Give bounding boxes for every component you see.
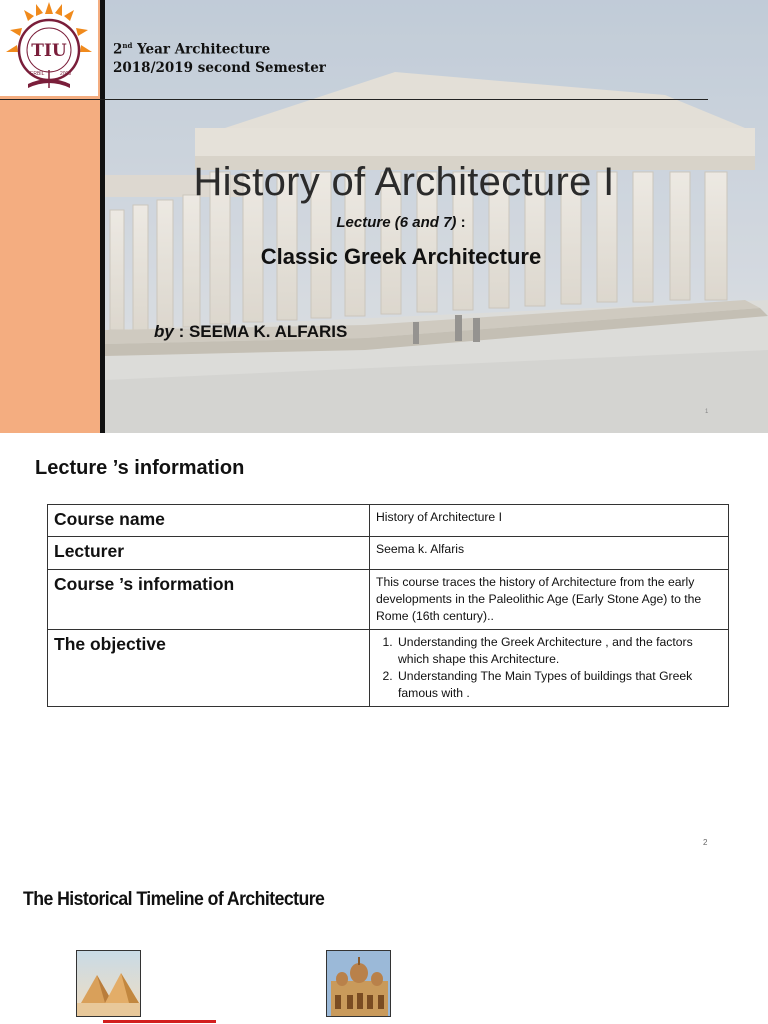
author-by: by — [154, 322, 174, 341]
objective-list — [376, 634, 722, 702]
tiu-logo-icon — [0, 0, 98, 96]
photo-slide-number: 1 — [705, 409, 709, 415]
row-label: The objective — [48, 630, 370, 707]
timeline-marker — [103, 1020, 216, 1023]
list-item: 1. Understanding the Greek Architecture , and the factors which shape this Architecture. — [396, 634, 722, 668]
year-line — [113, 37, 326, 59]
year-suffix: nd — [122, 41, 133, 50]
lecture-info-table — [47, 504, 729, 707]
lecture-info-heading: Lecture ’s information — [35, 457, 245, 479]
year-text: Year Architecture — [132, 41, 271, 58]
row-label: Course name — [48, 505, 370, 537]
semester-line: 2018/2019 second Semester — [113, 59, 326, 76]
list-item: 2. Understanding The Main Types of buildings that Greek famous with . — [396, 668, 722, 702]
pyramids-icon — [77, 951, 141, 1017]
title-slide — [0, 0, 768, 433]
course-year-block — [113, 37, 326, 77]
pyramids-image — [76, 950, 141, 1017]
row-value: History of Architecture I — [370, 505, 729, 537]
table-row — [48, 630, 729, 707]
logo-text: TIU — [31, 41, 67, 61]
cathedral-image — [326, 950, 391, 1017]
author-line — [154, 322, 347, 342]
table-row — [48, 505, 729, 537]
lecture-topic: Classic Greek Architecture — [260, 244, 542, 269]
logo-year-left: ERBIL — [30, 71, 45, 77]
lecture-colon: : — [456, 214, 466, 231]
row-value: Seema k. Alfaris — [370, 537, 729, 570]
row-value — [370, 630, 729, 707]
page-number: 2 — [703, 838, 708, 847]
slide-title: History of Architecture I — [193, 160, 615, 204]
author-name: : SEEMA K. ALFARIS — [173, 322, 348, 341]
row-label: Lecturer — [48, 537, 370, 570]
lecture-number-italic: Lecture (6 and 7) — [336, 214, 457, 231]
table-row — [48, 537, 729, 570]
row-value: This course traces the history of Architecture from the early developments in the Paleolithic Age (Early Stone Age) to the Rome (16th century).. — [370, 570, 729, 630]
table-row — [48, 570, 729, 630]
lecture-number — [0, 214, 768, 231]
timeline-heading: The Historical Timeline of Architecture — [23, 889, 325, 910]
year-number: 2 — [113, 41, 123, 58]
timeline-slide — [0, 863, 768, 1024]
row-label: Course ’s information — [48, 570, 370, 630]
university-logo — [0, 0, 98, 96]
logo-year-right: 2008 — [60, 71, 72, 77]
cathedral-icon — [327, 951, 391, 1017]
lecture-info-slide — [0, 433, 768, 863]
header-rule — [0, 99, 708, 100]
